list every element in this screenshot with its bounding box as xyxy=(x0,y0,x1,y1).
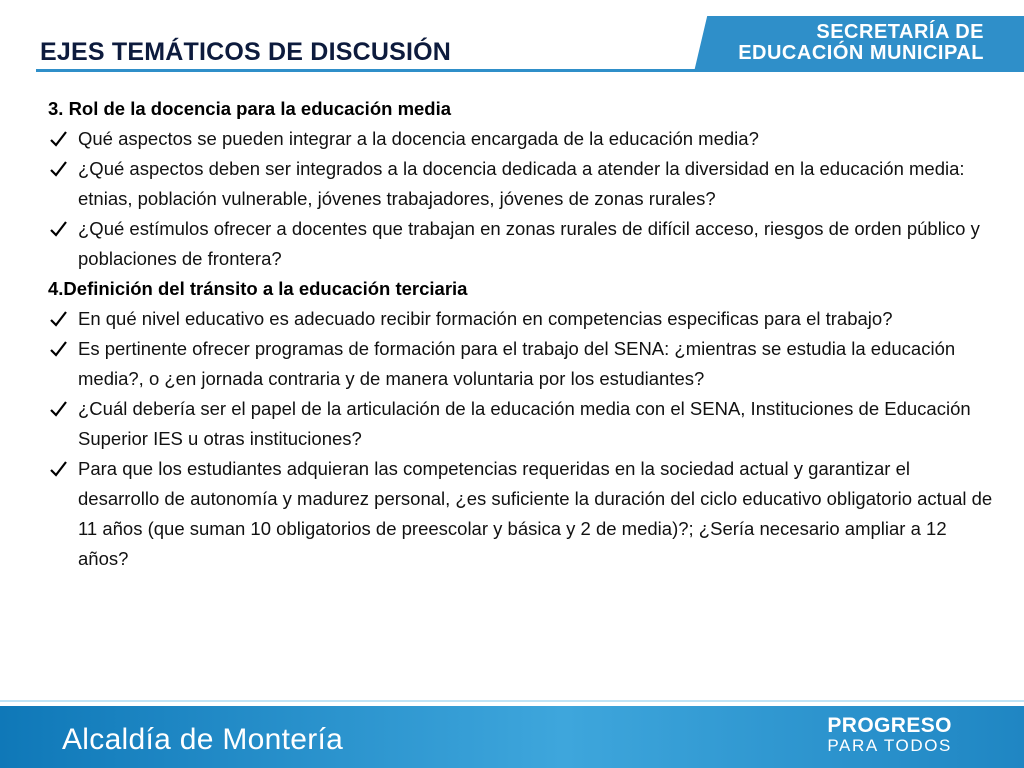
checkmark-icon xyxy=(48,124,70,154)
footer-logo-line-2: PARA TODOS xyxy=(827,736,952,755)
list-item xyxy=(48,124,996,154)
checkmark-icon xyxy=(48,154,70,184)
checkmark-icon xyxy=(48,454,70,484)
list-item xyxy=(48,334,996,394)
brand-line-1: SECRETARÍA DE xyxy=(816,21,984,43)
brand-logo-text xyxy=(738,22,984,64)
list-item-text: Qué aspectos se pueden integrar a la docencia encargada de la educación media? xyxy=(78,128,759,149)
footer-logo-line-1: PROGRESO xyxy=(827,714,952,737)
footer-logo xyxy=(827,716,952,756)
footer-org-name: Alcaldía de Montería xyxy=(62,723,344,756)
list-item xyxy=(48,154,996,214)
list-item-text: ¿Cuál debería ser el papel de la articulación de la educación media con el SENA, Instituciones de Educación Superior IES u otras instituciones? xyxy=(78,398,971,449)
list-item-text: En qué nivel educativo es adecuado recibir formación en competencias especificas para el trabajo? xyxy=(78,308,893,329)
list-item xyxy=(48,454,996,574)
section-heading: 4.Definición del tránsito a la educación terciaria xyxy=(48,278,468,299)
page-title: EJES TEMÁTICOS DE DISCUSIÓN xyxy=(40,38,452,66)
checkmark-icon xyxy=(48,304,70,334)
content xyxy=(48,94,996,574)
title-underline xyxy=(36,69,708,72)
list-item-text: ¿Qué estímulos ofrecer a docentes que trabajan en zonas rurales de difícil acceso, riesgos de orden público y poblaciones de frontera? xyxy=(78,218,980,269)
checkmark-icon xyxy=(48,334,70,364)
list-item-text: Para que los estudiantes adquieran las competencias requeridas en la sociedad actual y garantizar el desarrollo de autonomía y madurez personal, ¿es suficiente la duración del ciclo educativo obligatorio actual de 11 años (que suman 10 obligatorios de preescolar y básica y 2 de media)?; ¿Sería necesario ampliar a 12 años? xyxy=(78,458,993,569)
list-item-text: Es pertinente ofrecer programas de formación para el trabajo del SENA: ¿mientras se estudia la educación media?, o ¿en jornada contraria y de manera voluntaria por los estudiantes? xyxy=(78,338,956,389)
footer-divider xyxy=(0,700,1024,702)
section-heading: 3. Rol de la docencia para la educación media xyxy=(48,98,452,119)
list-item-text: ¿Qué aspectos deben ser integrados a la docencia dedicada a atender la diversidad en la educación media: etnias, población vulnerable, jóvenes trabajadores, jóvenes de zonas rurales? xyxy=(78,158,965,209)
list-item xyxy=(48,214,996,274)
checkmark-icon xyxy=(48,214,70,244)
list-item xyxy=(48,394,996,454)
list-item xyxy=(48,304,996,334)
checkmark-icon xyxy=(48,394,70,424)
brand-line-2: EDUCACIÓN MUNICIPAL xyxy=(738,42,984,64)
